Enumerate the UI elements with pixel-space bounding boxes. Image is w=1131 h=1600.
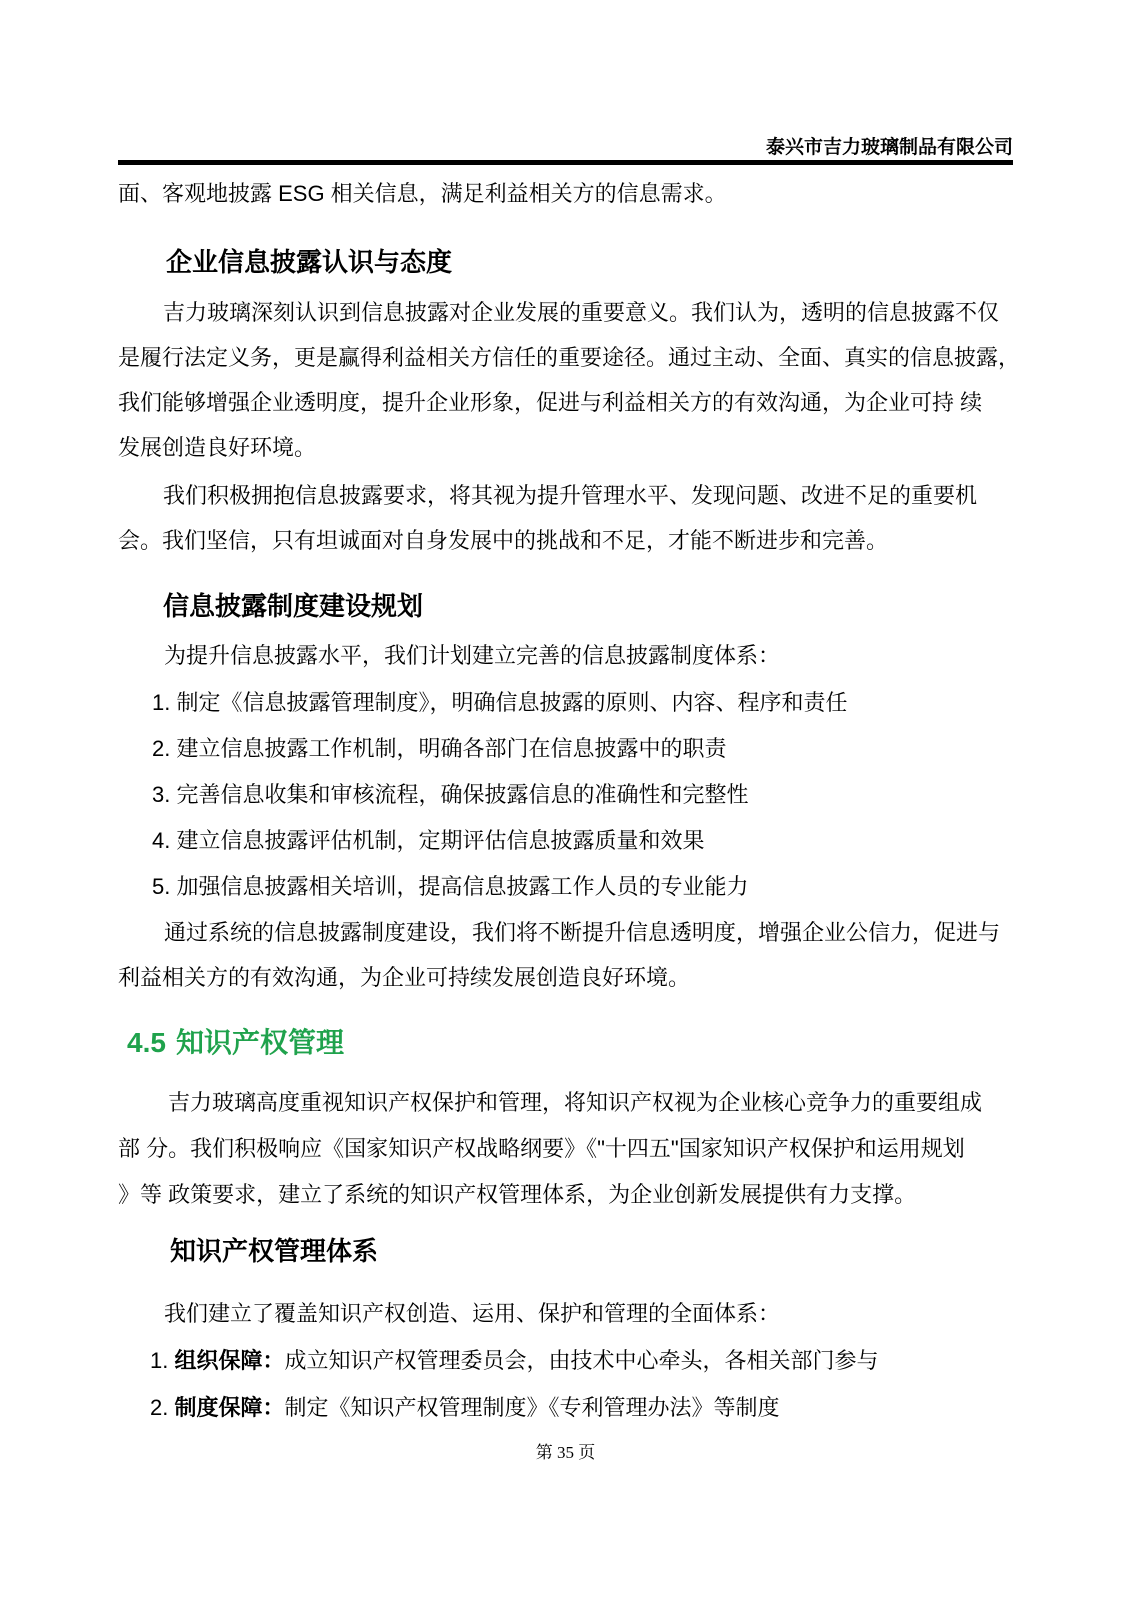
list-item: 5. 加强信息披露相关培训，提高信息披露工作人员的专业能力 [152, 874, 749, 899]
list-item-number: 1. [150, 1348, 175, 1373]
disclosure-plan-list [118, 680, 1047, 910]
section-heading-ip [127, 1024, 344, 1062]
paragraph-line: 我们能够增强企业透明度，提升企业形象，促进与利益相关方的有效沟通，为企业可持 续 [118, 390, 983, 415]
paragraph-disclosure-attitude-2 [118, 473, 1013, 563]
paragraph-line: 我们积极拥抱信息披露要求，将其视为提升管理水平、发现问题、改进不足的重要机 [163, 483, 978, 508]
paragraph-line: 利益相关方的有效沟通，为企业可持续发展创造良好环境。 [118, 965, 691, 990]
ip-system-list [118, 1337, 1045, 1431]
paragraph-line: 通过系统的信息披露制度建设，我们将不断提升信息透明度，增强企业公信力，促进与 [164, 920, 1001, 945]
paragraph-line: 》等 政策要求，建立了系统的知识产权管理体系，为企业创新发展提供有力支撑。 [118, 1182, 917, 1207]
footer-page-number: 第 35 页 [535, 1443, 596, 1462]
list-item-label: 组织保障： [174, 1348, 285, 1373]
section-title-disclosure-attitude: 企业信息披露认识与态度 [166, 247, 453, 277]
paragraph-ip-system-lead: 我们建立了覆盖知识产权创造、运用、保护和管理的全面体系： [164, 1301, 781, 1326]
list-item: 4. 建立信息披露评估机制，定期评估信息披露质量和效果 [152, 828, 705, 853]
subsection-title-ip-system: 知识产权管理体系 [170, 1236, 379, 1266]
list-item-text: 制定《知识产权管理制度》《专利管理办法》等制度 [284, 1395, 780, 1420]
section-title-disclosure-plan: 信息披露制度建设规划 [163, 591, 424, 621]
paragraph-line: 吉力玻璃高度重视知识产权保护和管理，将知识产权视为企业核心竞争力的重要组成 [168, 1090, 983, 1115]
list-item-number: 2. [150, 1395, 175, 1420]
header-rule [118, 160, 1013, 165]
paragraph-disclosure-plan-closing [118, 910, 1013, 1000]
section-title-ip: 知识产权管理 [175, 1027, 344, 1058]
list-item [150, 1384, 1045, 1431]
list-item: 3. 完善信息收集和审核流程，确保披露信息的准确性和完整性 [152, 782, 749, 807]
list-item-text: 成立知识产权管理委员会，由技术中心牵头，各相关部门参与 [284, 1348, 879, 1373]
list-item: 1. 制定《信息披露管理制度》，明确信息披露的原则、内容、程序和责任 [152, 690, 848, 715]
list-item: 2. 建立信息披露工作机制，明确各部门在信息披露中的职责 [152, 736, 727, 761]
paragraph-ip [118, 1080, 1013, 1218]
paragraph-line: 会。我们坚信，只有坦诚面对自身发展中的挑战和不足，才能不断进步和完善。 [118, 528, 889, 553]
paragraph-disclosure-plan-lead: 为提升信息披露水平，我们计划建立完善的信息披露制度体系： [164, 643, 781, 668]
section-number: 4.5 [127, 1027, 166, 1058]
paragraph-line: 是履行法定义务，更是赢得利益相关方信任的重要途径。通过主动、全面、真实的信息披露， [118, 345, 1021, 370]
header-company-name: 泰兴市吉力玻璃制品有限公司 [765, 137, 1013, 158]
list-item-label: 制度保障： [174, 1395, 285, 1420]
paragraph-line: 吉力玻璃深刻认识到信息披露对企业发展的重要意义。我们认为，透明的信息披露不仅 [163, 300, 1000, 325]
paragraph-line: 发展创造良好环境。 [118, 435, 317, 460]
paragraph-disclosure-attitude-1 [118, 290, 1021, 470]
intro-paragraph-line: 面、客观地披露 ESG 相关信息，满足利益相关方的信息需求。 [118, 181, 727, 206]
paragraph-line: 部 分。我们积极响应《国家知识产权战略纲要》《"十四五"国家知识产权保护和运用规划 [118, 1136, 965, 1161]
list-item [150, 1337, 1045, 1384]
